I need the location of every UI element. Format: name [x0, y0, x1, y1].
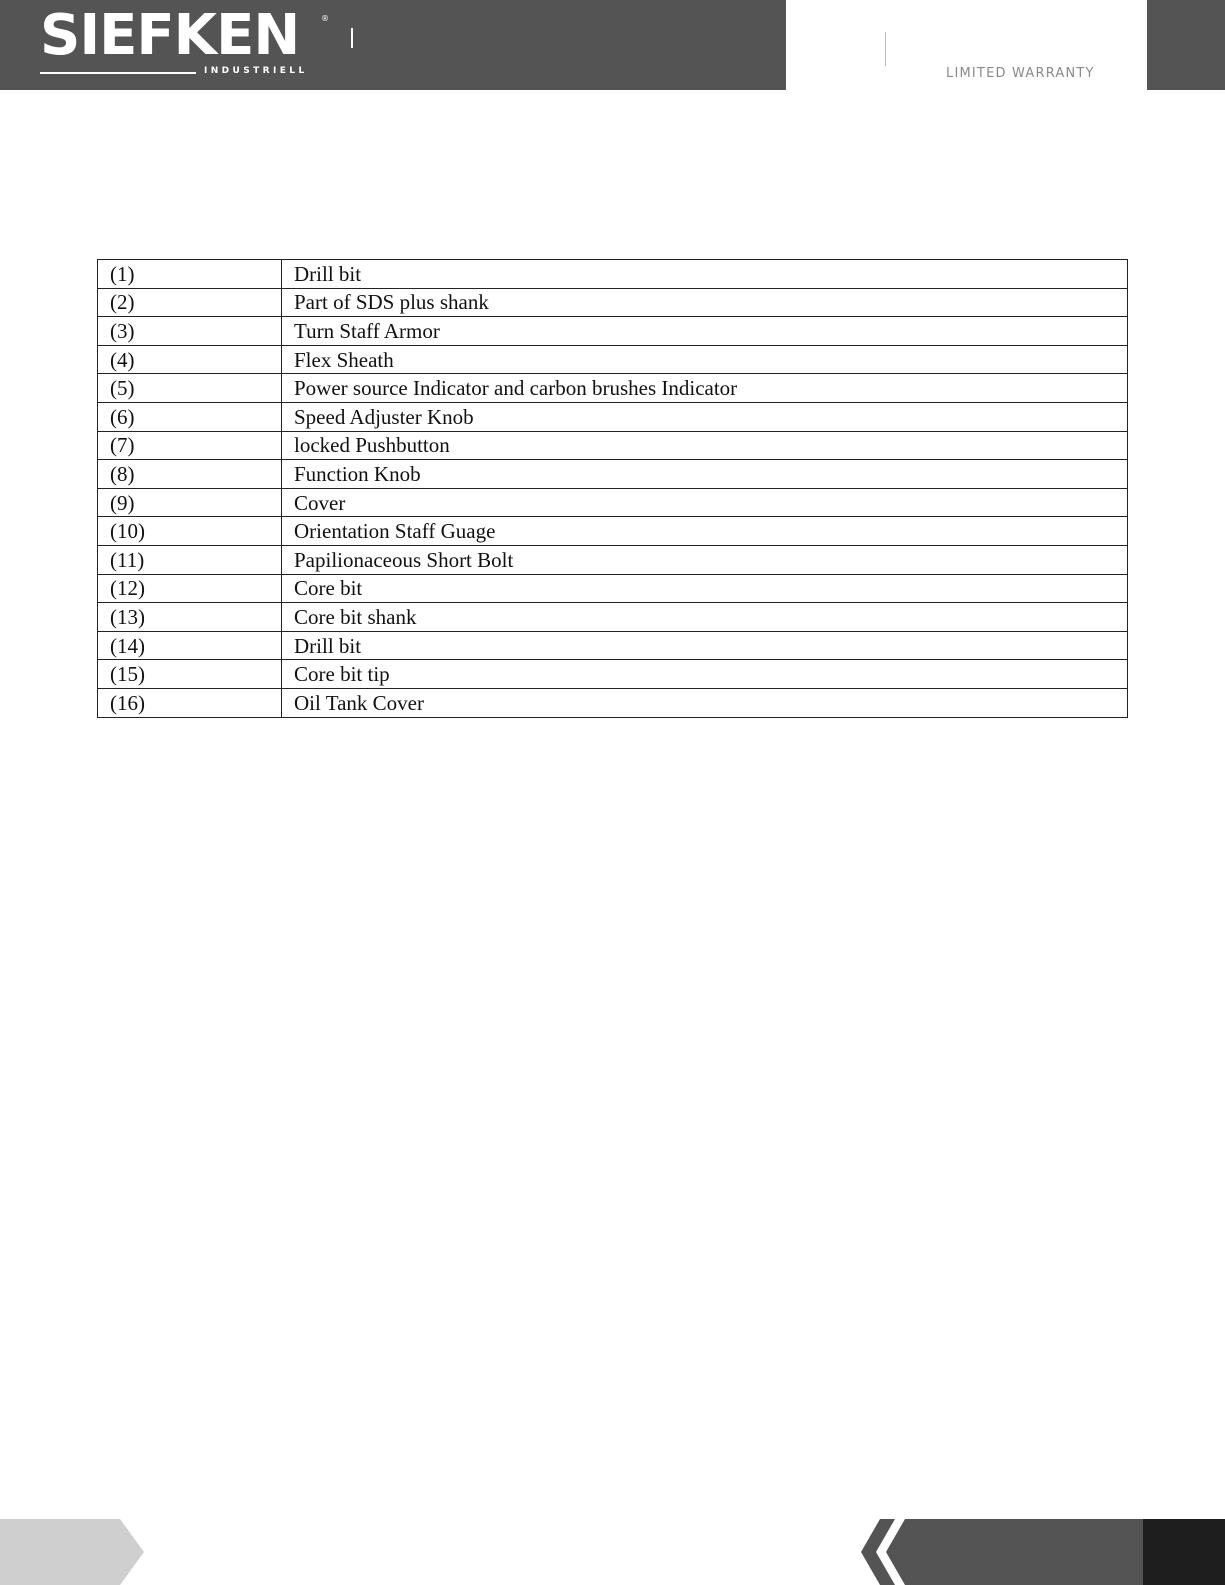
part-number: (16)	[98, 688, 282, 717]
part-name: Cover	[282, 488, 1128, 517]
part-name: Orientation Staff Guage	[282, 517, 1128, 546]
table-row	[98, 517, 1128, 546]
table-row	[98, 545, 1128, 574]
part-number: (6)	[98, 402, 282, 431]
table-row	[98, 488, 1128, 517]
table-row	[98, 374, 1128, 403]
logo-subtext: INDUSTRIELL	[204, 66, 308, 76]
table-row	[98, 631, 1128, 660]
siefken-logo	[40, 4, 340, 80]
part-number: (14)	[98, 631, 282, 660]
part-name: Speed Adjuster Knob	[282, 402, 1128, 431]
table-row	[98, 288, 1128, 317]
part-name: Function Knob	[282, 460, 1128, 489]
parts-table-body	[98, 260, 1128, 718]
parts-table	[97, 259, 1128, 718]
table-row	[98, 431, 1128, 460]
part-number: (12)	[98, 574, 282, 603]
footer-decoration	[0, 1519, 1225, 1585]
footer-right-band	[886, 1519, 1143, 1585]
footer-left-band	[0, 1519, 132, 1585]
part-name: Oil Tank Cover	[282, 688, 1128, 717]
part-number: (10)	[98, 517, 282, 546]
header-divider-light	[885, 32, 886, 66]
part-name: Core bit	[282, 574, 1128, 603]
logo-underline	[40, 72, 196, 74]
logo-registered-mark: ®	[321, 14, 329, 23]
table-row	[98, 460, 1128, 489]
part-name: Core bit shank	[282, 603, 1128, 632]
part-number: (1)	[98, 260, 282, 289]
part-number: (5)	[98, 374, 282, 403]
logo-wordmark: SIEFKEN	[40, 3, 300, 68]
table-row	[98, 402, 1128, 431]
part-name: Drill bit	[282, 260, 1128, 289]
table-row	[98, 317, 1128, 346]
part-number: (13)	[98, 603, 282, 632]
section-label: LIMITED WARRANTY	[946, 66, 1095, 81]
table-row	[98, 660, 1128, 689]
part-number: (9)	[98, 488, 282, 517]
part-number: (8)	[98, 460, 282, 489]
part-name: Flex Sheath	[282, 345, 1128, 374]
table-row	[98, 345, 1128, 374]
table-row	[98, 260, 1128, 289]
table-row	[98, 574, 1128, 603]
footer-corner-block	[1143, 1519, 1225, 1585]
part-name: Core bit tip	[282, 660, 1128, 689]
part-name: Power source Indicator and carbon brushes Indicator	[282, 374, 1128, 403]
header-bar	[0, 0, 786, 90]
part-name: Drill bit	[282, 631, 1128, 660]
header-corner-block	[1147, 0, 1225, 90]
table-row	[98, 603, 1128, 632]
part-name: Papilionaceous Short Bolt	[282, 545, 1128, 574]
part-name: Part of SDS plus shank	[282, 288, 1128, 317]
table-row	[98, 688, 1128, 717]
part-name: locked Pushbutton	[282, 431, 1128, 460]
part-number: (4)	[98, 345, 282, 374]
part-number: (7)	[98, 431, 282, 460]
part-number: (3)	[98, 317, 282, 346]
part-number: (2)	[98, 288, 282, 317]
part-number: (15)	[98, 660, 282, 689]
header-divider	[351, 28, 353, 48]
part-number: (11)	[98, 545, 282, 574]
part-name: Turn Staff Armor	[282, 317, 1128, 346]
